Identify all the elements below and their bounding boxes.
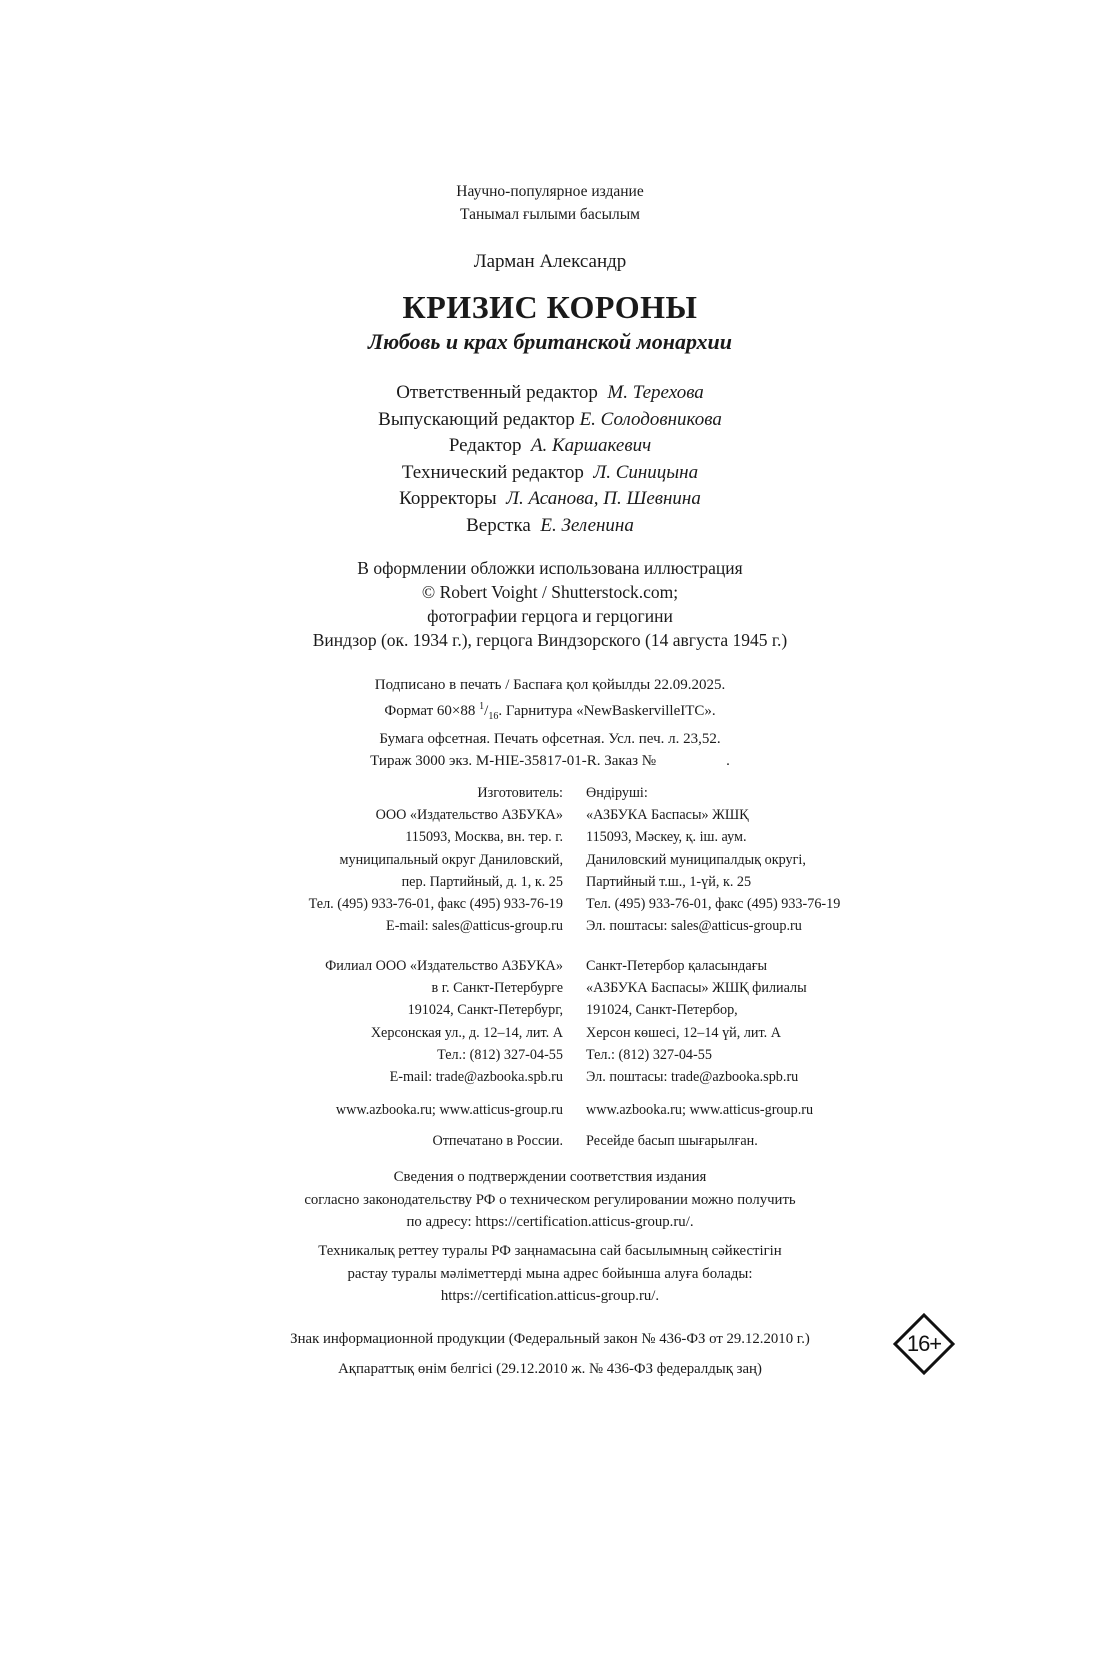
certification-ru: Сведения о подтверждении соответствия издания согласно законодательству РФ о техническом регулировании можно получить по адресу: https://certification.atticus-group.ru/.	[0, 1166, 1100, 1234]
certification-url: https://certification.atticus-group.ru/.	[440, 1288, 660, 1304]
manufacturer-ru: Изготовитель: ООО «Издательство АЗБУКА» 115093, Москва, вн. тер. г. муниципальный округ Даниловский, пер. Партийный, д. 1, к. 25 Тел. (495) 933-76-01, факс (495) 933-76-19 E-mail: sales@atticus-group.ru	[309, 782, 563, 937]
info-marking-kz: Ақпараттық өнім белгісі (29.12.2010 ж. № 436-ФЗ федералдық заң)	[338, 1361, 762, 1377]
branch-kz: Санкт-Петербор қаласындағы «АЗБУКА Баспасы» ЖШҚ филиалы 191024, Санкт-Петербор, Херсон көшесі, 12–14 үй, лит. А Тел.: (812) 327-04-55 Эл. поштасы: trade@azbooka.spb.ru	[586, 955, 807, 1088]
editor-line: Ответственный редактор М. Терехова	[396, 382, 704, 403]
certification-kz: Техникалық реттеу туралы РФ заңнамасына сай басылымның сәйкестігін растау туралы мәліметтерді мына адрес бойынша алуға болады: https://certification.atticus-group.ru/.	[0, 1240, 1100, 1308]
editor-line: Выпускающий редактор Е. Солодовникова	[378, 408, 722, 430]
format-line: Формат 60×88 $^1/_{16}$. Гарнитура «NewBaskervilleITC».	[384, 701, 716, 722]
signed-to-print: Подписано в печать / Баспаға қол қойылды 22.09.2025.	[374, 677, 726, 693]
cover-credit-line: фотографии герцога и герцогини	[427, 606, 673, 626]
email-link: E-mail: trade@azbooka.spb.ru	[389, 1069, 563, 1086]
email-link: Эл. поштасы: sales@atticus-group.ru	[586, 918, 802, 935]
author-name: Ларман Александр	[473, 251, 627, 272]
genre-ru: Научно-популярное издание	[456, 183, 644, 200]
cover-credits	[0, 556, 1100, 652]
editors-credits	[0, 380, 1100, 540]
websites-kz: www.azbooka.ru; www.atticus-group.ru	[586, 1102, 814, 1118]
genre-kz: Танымал ғылыми басылым	[460, 206, 640, 223]
branch-ru: Филиал ООО «Издательство АЗБУКА» в г. Санкт-Петербурге 191024, Санкт-Петербург, Херсонская ул., д. 12–14, лит. А Тел.: (812) 327-04-55 E-mail: trade@azbooka.spb.ru	[325, 955, 563, 1088]
cover-credit-line: © Robert Voight / Shutterstock.com;	[421, 582, 679, 602]
websites-ru: www.azbooka.ru; www.atticus-group.ru	[335, 1102, 563, 1118]
email-link: Эл. поштасы: trade@azbooka.spb.ru	[586, 1069, 799, 1086]
manufacturer-kz: Өндіруші: «АЗБУКА Баспасы» ЖШҚ 115093, Мәскеу, қ. іш. аум. Даниловский муниципалдық округі, Партийный т.ш., 1-үй, к. 25 Тел. (495) 933-76-01, факс (495) 933-76-19 Эл. поштасы: sales@atticus-group.ru	[586, 782, 840, 937]
imprint-block	[0, 674, 1100, 772]
printed-in-ru: Отпечатано в России.	[432, 1133, 563, 1149]
age-rating-label: 16+	[906, 1331, 942, 1356]
genre-block	[0, 180, 1100, 226]
email-link: E-mail: sales@atticus-group.ru	[386, 918, 563, 935]
book-title: КРИЗИС КОРОНЫ	[402, 289, 698, 325]
book-subtitle: Любовь и крах британской монархии	[368, 329, 732, 354]
print-run-line: Тираж 3000 экз. M-HIE-35817-01-R. Заказ № .	[370, 753, 730, 769]
editor-line: Верстка Е. Зеленина	[466, 514, 634, 536]
certification-url: по адресу: https://certification.atticus-group.ru/.	[406, 1214, 694, 1230]
cover-credit-line: В оформлении обложки использована иллюстрация	[357, 558, 743, 578]
info-marking-ru: Знак информационной продукции (Федеральный закон № 436-ФЗ от 29.12.2010 г.)	[290, 1331, 810, 1347]
paper-line: Бумага офсетная. Печать офсетная. Усл. печ. л. 23,52.	[379, 731, 721, 747]
editor-line: Технический редактор Л. Синицына	[401, 461, 699, 483]
editor-line: Корректоры Л. Асанова, П. Шевнина	[399, 488, 701, 510]
editor-line: Редактор А. Каршакевич	[448, 435, 652, 457]
printed-in-kz: Ресейде басып шығарылған.	[586, 1133, 758, 1149]
age-rating-badge	[893, 1313, 955, 1375]
cover-credit-line: Виндзор (ок. 1934 г.), герцога Виндзорского (14 августа 1945 г.)	[312, 630, 788, 650]
